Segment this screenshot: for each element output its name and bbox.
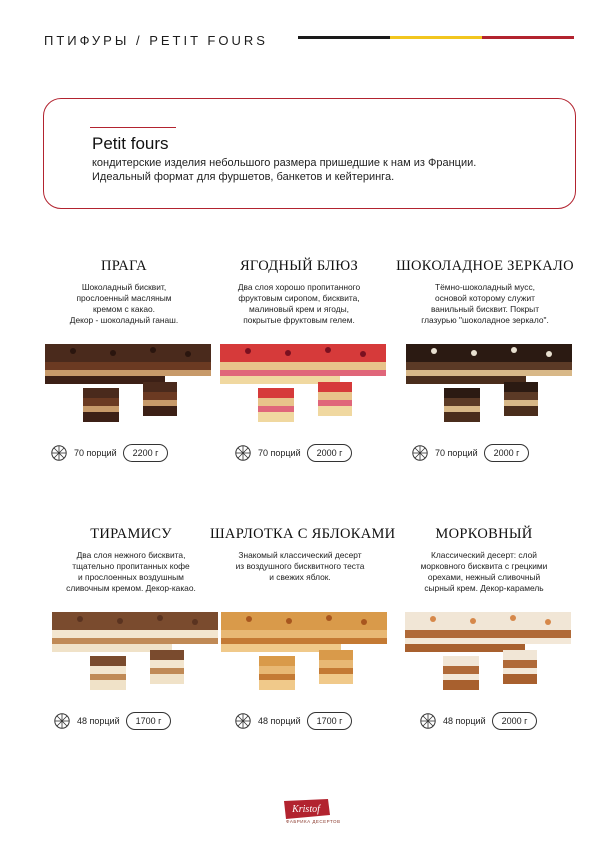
- chocolate-cake-image: [43, 342, 213, 426]
- product-card: [34, 258, 214, 458]
- description-line: сливочным кремом. Декор-какао.: [66, 583, 196, 593]
- product-title: ШАРЛОТКА С ЯБЛОКАМИ: [210, 526, 396, 542]
- description-line: Два слоя нежного бисквита,: [76, 550, 186, 560]
- intro-line-2: Идеальный формат для фуршетов, банкетов и кейтеринга.: [92, 171, 395, 183]
- description-line: покрытые фруктовым гелем.: [243, 315, 355, 325]
- product-info-row: [234, 712, 352, 730]
- product-description: [34, 282, 214, 326]
- product-title: ШОКОЛАДНОЕ ЗЕРКАЛО: [396, 258, 574, 274]
- product-info-row: [411, 444, 529, 462]
- weight-badge: 2200 г: [123, 444, 169, 462]
- portions-count: 48 порций: [258, 716, 301, 726]
- carrot-cake-image: [403, 610, 573, 694]
- description-line: морковного бисквита с грецкими: [420, 561, 548, 571]
- description-line: Классический десерт: слой: [431, 550, 537, 560]
- header-color-stripes: [298, 36, 574, 39]
- pie-slices-icon: [234, 712, 252, 730]
- description-line: фруктовым сиропом, бисквита,: [238, 293, 360, 303]
- berry-cake-image: [218, 342, 388, 426]
- weight-badge: 2000 г: [492, 712, 538, 730]
- description-line: сырный крем. Декор-карамель: [424, 583, 544, 593]
- weight-badge: 2000 г: [484, 444, 530, 462]
- description-line: основой которому служит: [435, 293, 535, 303]
- product-card: [41, 526, 221, 726]
- product-card: [395, 258, 575, 458]
- description-line: и прослоенных воздушным: [78, 572, 184, 582]
- portions-count: 48 порций: [443, 716, 486, 726]
- pie-slices-icon: [50, 444, 68, 462]
- intro-text: [92, 156, 562, 184]
- pie-slices-icon: [234, 444, 252, 462]
- product-info-row: [234, 444, 352, 462]
- product-card: [210, 526, 396, 726]
- description-line: прослоенный масляным: [76, 293, 172, 303]
- portions-count: 48 порций: [77, 716, 120, 726]
- description-line: Знакомый классический десерт: [238, 550, 362, 560]
- logo-subtitle: ФАБРИКА ДЕСЕРТОВ: [286, 819, 341, 824]
- product-description: [394, 550, 574, 594]
- description-line: орехами, нежный сливочный: [427, 572, 541, 582]
- tiramisu-cake-image: [50, 610, 220, 694]
- pie-slices-icon: [53, 712, 71, 730]
- description-line: малиновый крем и ягоды,: [249, 304, 349, 314]
- weight-badge: 1700 г: [307, 712, 353, 730]
- product-title: МОРКОВНЫЙ: [435, 526, 533, 542]
- intro-line-1: кондитерские изделия небольшого размера пришедшие к нам из Франции.: [92, 157, 477, 169]
- portions-count: 70 порций: [258, 448, 301, 458]
- weight-badge: 1700 г: [126, 712, 172, 730]
- portions-count: 70 порций: [435, 448, 478, 458]
- intro-title: Petit fours: [92, 134, 169, 153]
- portions-count: 70 порций: [74, 448, 117, 458]
- pie-slices-icon: [419, 712, 437, 730]
- product-card: [209, 258, 389, 458]
- description-line: Тёмно-шоколадный мусс,: [435, 282, 535, 292]
- description-line: Декор - шоколадный ганаш.: [69, 315, 179, 325]
- description-line: ванильный бисквит. Покрыт: [430, 304, 540, 314]
- apple-cake-image: [219, 610, 389, 694]
- product-title: ЯГОДНЫЙ БЛЮЗ: [239, 258, 359, 274]
- kristof-logo: [280, 797, 332, 821]
- weight-badge: 2000 г: [307, 444, 353, 462]
- product-info-row: [50, 444, 168, 462]
- stripe-yellow: [390, 36, 482, 39]
- stripe-black: [298, 36, 390, 39]
- description-line: Шоколадный бисквит,: [81, 282, 167, 292]
- product-info-row: [419, 712, 537, 730]
- page-header-title: ПТИФУРЫ / PETIT FOURS: [44, 33, 268, 48]
- intro-accent-line: [90, 127, 176, 128]
- product-description: [395, 282, 575, 326]
- description-line: и свежих яблок.: [269, 572, 331, 582]
- product-info-row: [53, 712, 171, 730]
- product-description: [210, 550, 390, 594]
- description-line: глазурью "шоколадное зеркало".: [421, 315, 549, 325]
- description-line: кремом с какао.: [93, 304, 155, 314]
- description-line: Два слоя хорошо пропитанного: [237, 282, 361, 292]
- product-description: [41, 550, 221, 594]
- product-card: [394, 526, 574, 726]
- description-line: из воздушного бисквитного теста: [235, 561, 365, 571]
- description-line: тщательно пропитанных кофе: [72, 561, 190, 571]
- product-title: ТИРАМИСУ: [90, 526, 172, 542]
- pie-slices-icon: [411, 444, 429, 462]
- product-title: ПРАГА: [101, 258, 147, 274]
- mirror-cake-image: [404, 342, 574, 426]
- stripe-red: [482, 36, 574, 39]
- product-description: [209, 282, 389, 326]
- logo-text: Kristof: [292, 804, 320, 815]
